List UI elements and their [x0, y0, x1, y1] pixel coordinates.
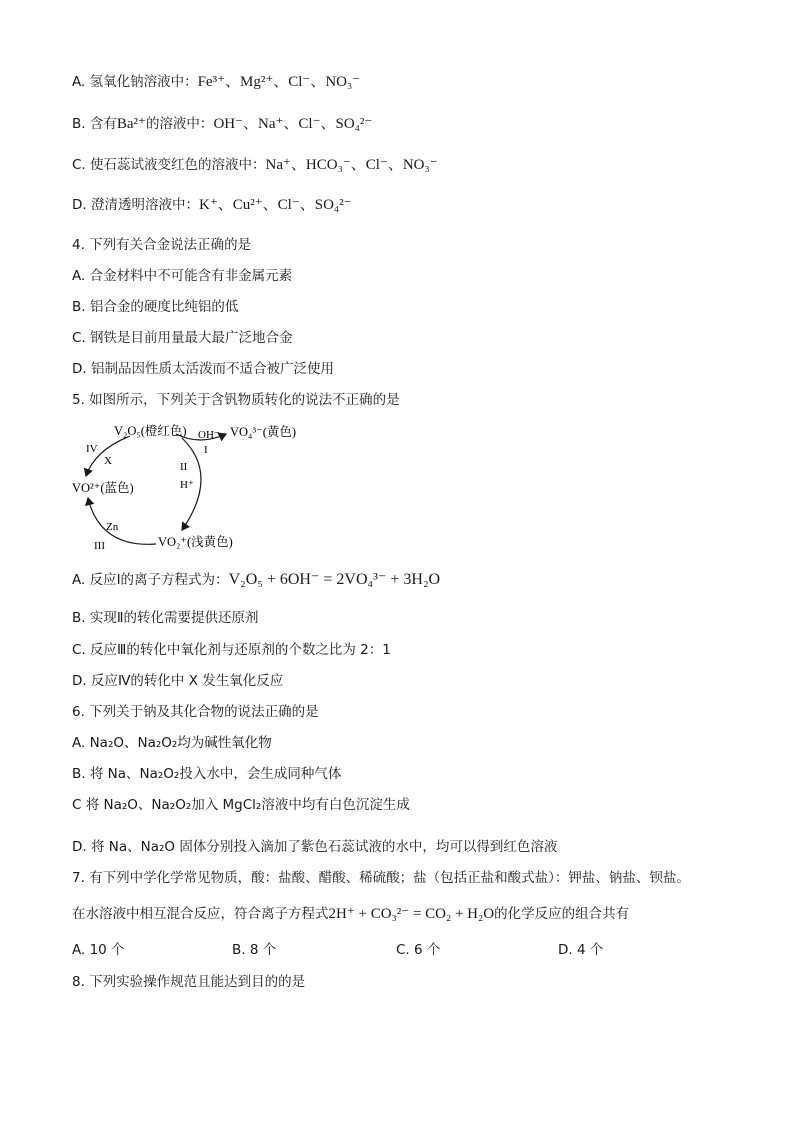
label-r2: II — [180, 461, 188, 473]
q7-option-d: D. 4 个 — [558, 942, 604, 958]
vanadium-cycle-diagram — [70, 420, 310, 555]
label-vo4: VO₄³⁻(黄色) — [230, 425, 297, 439]
q3-option-c — [72, 155, 438, 175]
q3-b-ion: Ba²⁺ — [116, 116, 146, 132]
q5-stem: 5. 如图所示，下列关于含钒物质转化的说法不正确的是 — [72, 392, 400, 408]
q8-stem: 8. 下列实验操作规范且能达到目的的是 — [72, 974, 306, 990]
q7-stem-pre: 在水溶液中相互混合反应，符合离子方程式 — [72, 906, 329, 922]
q3-c-ions: Na⁺、HCO₃⁻、Cl⁻、NO₃⁻ — [265, 157, 438, 173]
label-vo2plus: VO²⁺(蓝色) — [72, 481, 134, 495]
q4-option-c: C. 钢铁是目前用量最大最广泛地合金 — [72, 330, 293, 346]
q5-option-a — [72, 570, 440, 590]
label-hplus: H⁺ — [180, 479, 194, 491]
q5-a-prefix: A. 反应Ⅰ的离子方程式为： — [72, 572, 229, 588]
q3-option-d — [72, 195, 352, 215]
label-r1: I — [204, 444, 208, 456]
q7-option-c: C. 6 个 — [396, 942, 441, 958]
q3-a-ions: Fe³⁺、Mg²⁺、Cl⁻、NO₃⁻ — [197, 74, 361, 90]
q4-stem: 4. 下列有关合金说法正确的是 — [72, 237, 252, 253]
q4-option-b: B. 铝合金的硬度比纯铝的低 — [72, 299, 239, 315]
q7-option-b: B. 8 个 — [232, 942, 277, 958]
q6-option-d: D. 将 Na、Na₂O 固体分别投入滴加了紫色石蕊试液的水中，均可以得到红色溶液 — [72, 839, 558, 855]
q3-a-prefix: A. 氢氧化钠溶液中： — [72, 74, 198, 90]
label-v2o5: V₂O₅(橙红色) — [114, 424, 187, 438]
q6-option-a: A. Na₂O、Na₂O₂均为碱性氧化物 — [72, 735, 272, 751]
q5-option-b: B. 实现Ⅱ的转化需要提供还原剂 — [72, 610, 259, 626]
q3-b-prefix: B. 含有 — [72, 116, 117, 132]
q3-option-a — [72, 72, 360, 92]
label-r3: III — [94, 540, 105, 552]
q5-option-d: D. 反应Ⅳ的转化中 X 发生氧化反应 — [72, 673, 284, 689]
label-r4: IV — [86, 443, 98, 455]
q7-stem-line2 — [72, 904, 629, 924]
q3-d-prefix: D. 澄清透明溶液中： — [72, 197, 199, 213]
label-x: X — [104, 455, 112, 467]
q3-b-suffix: 的溶液中： — [145, 116, 214, 132]
q4-option-d: D. 铝制品因性质太活泼而不适合被广泛使用 — [72, 361, 334, 377]
q5-a-equation: V₂O₅ + 6OH⁻ = 2VO₄³⁻ + 3H₂O — [228, 571, 441, 588]
q7-option-a: A. 10 个 — [72, 942, 125, 958]
q4-option-a: A. 合金材料中不可能含有非金属元素 — [72, 268, 293, 284]
label-vo2: VO₂⁺(浅黄色) — [158, 535, 233, 549]
q6-stem: 6. 下列关于钠及其化合物的说法正确的是 — [72, 704, 319, 720]
label-oh: OH⁻ — [198, 429, 220, 441]
q6-option-c: C 将 Na₂O、Na₂O₂加入 MgCl₂溶液中均有白色沉淀生成 — [72, 797, 410, 813]
q7-stem-line1: 7. 有下列中学化学常见物质，酸：盐酸、醋酸、稀硫酸；盐（包括正盐和酸式盐）：钾盐、钠盐、钡盐。 — [72, 870, 690, 886]
label-zn: Zn — [106, 521, 119, 533]
q3-option-b — [72, 114, 372, 134]
q7-equation: 2H⁺ + CO₃²⁻ = CO₂ + H₂O — [328, 906, 495, 922]
q3-d-ions: K⁺、Cu²⁺、Cl⁻、SO₄²⁻ — [198, 197, 352, 213]
arrow-iii — [88, 498, 156, 544]
q3-c-prefix: C. 使石蕊试液变红色的溶液中： — [72, 157, 266, 173]
q5-option-c: C. 反应Ⅲ的转化中氧化剂与还原剂的个数之比为 2：1 — [72, 642, 391, 658]
q7-stem-post: 的化学反应的组合共有 — [494, 906, 630, 922]
q6-option-b: B. 将 Na、Na₂O₂投入水中，会生成同种气体 — [72, 766, 342, 782]
q3-b-ions: OH⁻、Na⁺、Cl⁻、SO₄²⁻ — [213, 116, 373, 132]
